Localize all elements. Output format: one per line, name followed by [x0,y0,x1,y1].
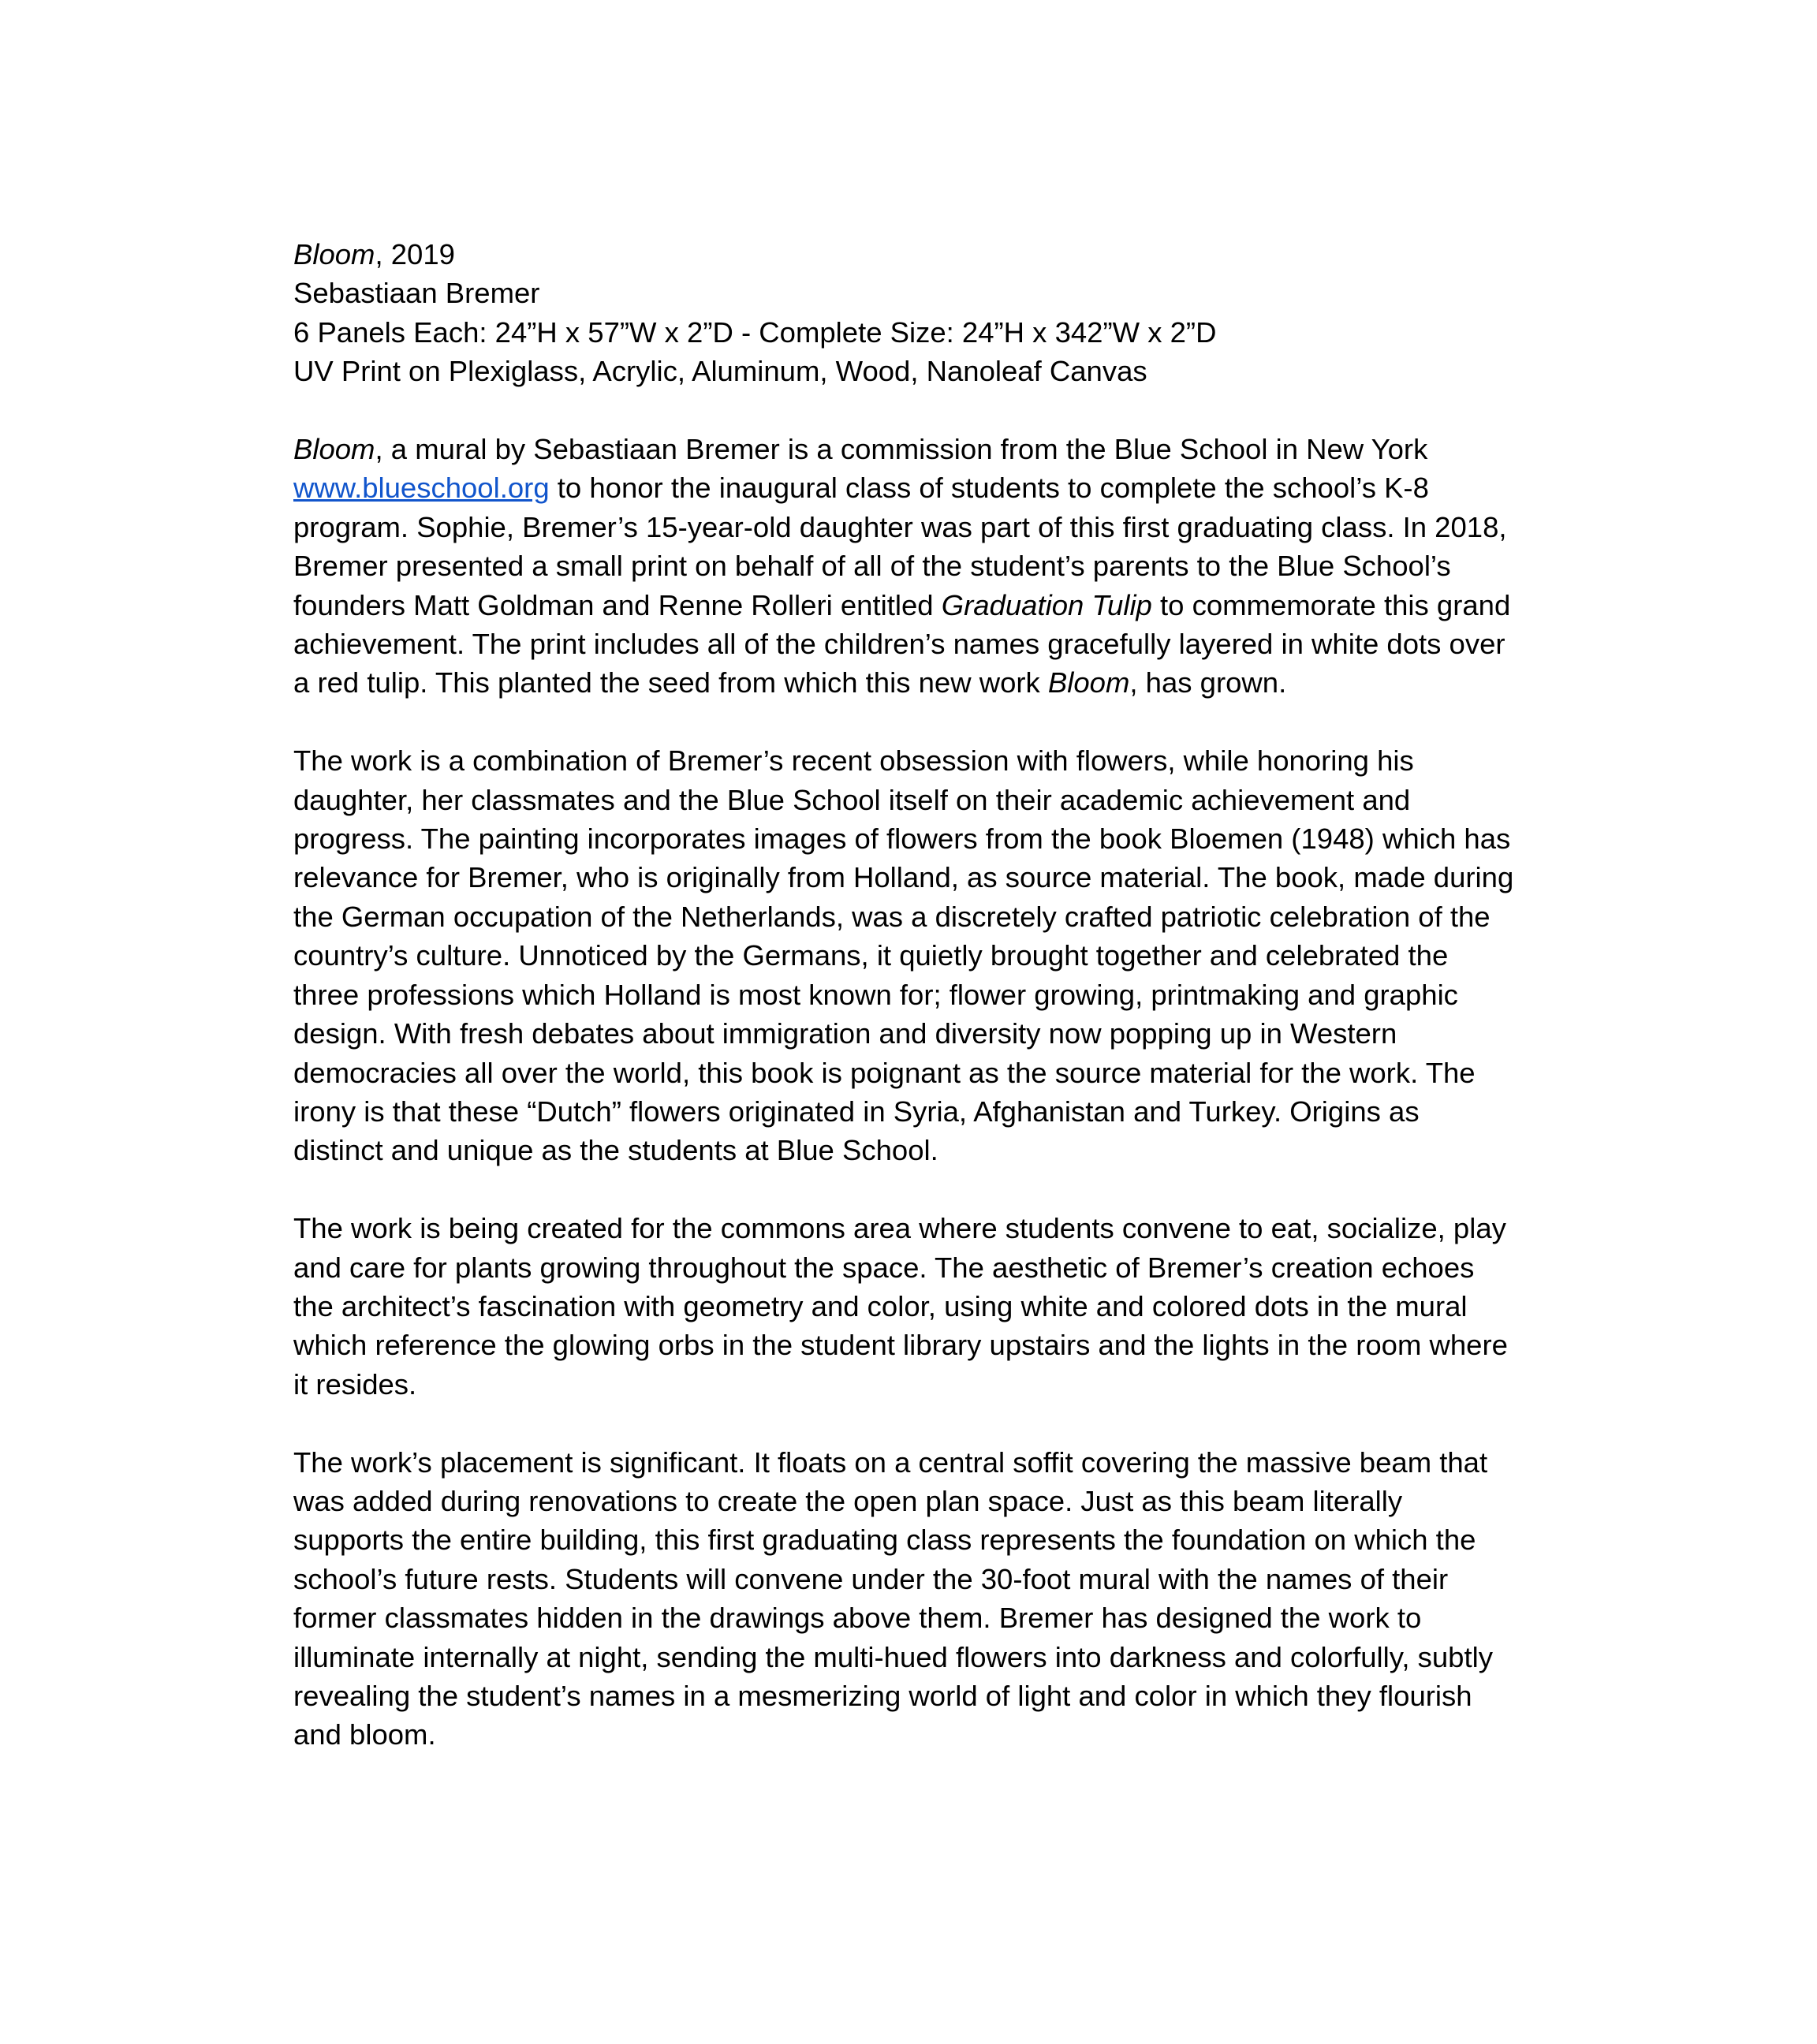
paragraph-flowers: The work is a combination of Bremer’s recent obsession with flowers, while honoring his daughter, her classmates and the Blue School itself on their academic achievement and progress. The painting incorporates images of flowers from the book Bloemen (1948) which has relevance for Bremer, who is originally from Holland, as source material. The book, made during the German occupation of the Netherlands, was a discretely crafted patriotic celebration of the country’s culture. Unnoticed by the Germans, it quietly brought together and celebrated the three professions which Holland is most known for; flower growing, printmaking and graphic design. With fresh debates about immigration and diversity now popping up in Western democracies all over the world, this book is poignant as the source material for the work. The irony is that these “Dutch” flowers originated in Syria, Afghanistan and Turkey. Origins as distinct and unique as the students at Blue School. [293,744,1514,1167]
blueschool-link[interactable]: www.blueschool.org [293,472,550,505]
artwork-title: Bloom [293,238,375,270]
document-body [293,235,1524,1793]
paragraph-placement: The work’s placement is significant. It floats on a central soffit covering the massive beam that was added during renovations to create the open plan space. Just as this beam literally supports the entire building, this first graduating class represents the foundation on which the school’s future rests. Students will convene under the 30-foot mural with the names of their former classmates hidden in the drawings above them. Bremer has designed the work to illuminate internally at night, sending the multi-hued flowers into darkness and colorfully, subtly revealing the student’s names in a mesmerizing world of light and color in which they flourish and bloom. [293,1445,1493,1751]
bloom-italic: Bloom [293,433,375,466]
paragraph-commons: The work is being created for the commons area where students convene to eat, socialize, play and care for plants growing throughout the space. The aesthetic of Bremer’s creation echoes the architect’s fascination with geometry and color, using white and colored dots in the mural which reference the glowing orbs in the student library upstairs and the lights in the room where it resides. [293,1212,1508,1401]
artist-name: Sebastiaan Bremer [293,277,540,310]
artwork-dimensions: 6 Panels Each: 24”H x 57”W x 2”D - Complete Size: 24”H x 342”W x 2”D [293,315,1217,349]
bloom-italic-2: Bloom [1047,666,1130,699]
artwork-title-line [293,235,1524,274]
paragraph-intro: Bloom, a mural by Sebastiaan Bremer is a commission from the Blue School in New York www.blueschool.org to honor the inaugural class of students to complete the school’s K-8 program. Sophie, Bremer’s 15-year-old daughter was part of this first graduating class. In 2018, Bremer presented a small print on behalf of all of the student’s parents to the Blue School’s founders Matt Goldman and Renne Rolleri entitled Graduation Tulip to commemorate this grand achievement. The print includes all of the children’s names gracefully layered in white dots over a red tulip. This planted the seed from which this new work Bloom, has grown. [293,433,1511,699]
artwork-materials: UV Print on Plexiglass, Acrylic, Aluminum, Wood, Nanoleaf Canvas [293,355,1147,388]
artwork-header [293,235,1524,391]
graduation-tulip-italic: Graduation Tulip [941,588,1152,621]
artwork-year: , 2019 [375,238,455,270]
